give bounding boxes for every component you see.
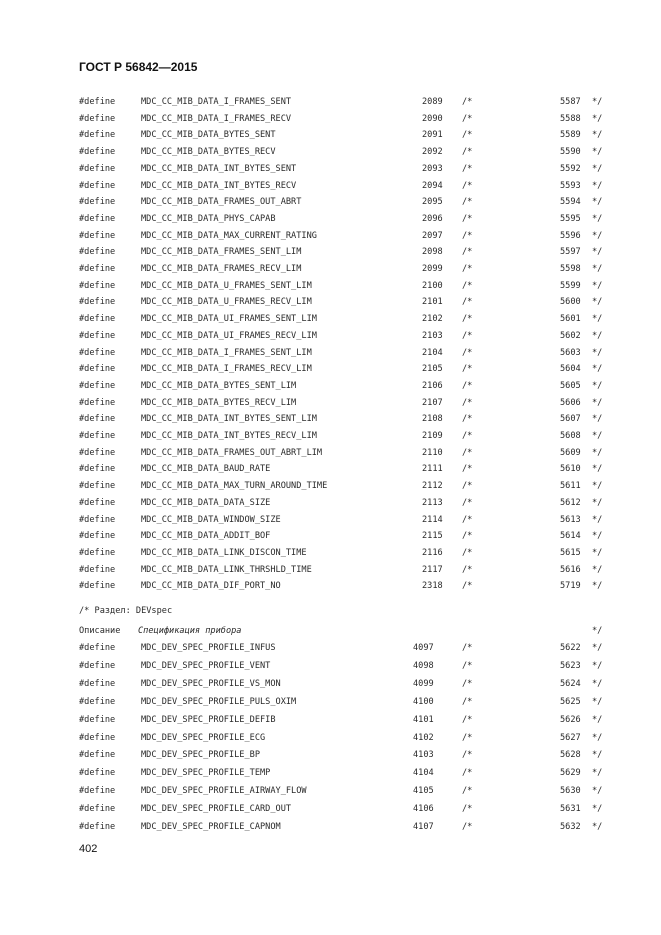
comment-close: */ [592, 804, 603, 815]
define-keyword: #define [79, 768, 116, 779]
comment-close: */ [592, 264, 603, 274]
macro-name: MDC_CC_MIB_DATA_DIF_PORT_NO [141, 581, 281, 592]
reference-code: 5607 [560, 414, 581, 425]
macro-value: 2095 [422, 197, 443, 208]
macro-name: MDC_DEV_SPEC_PROFILE_CARD_OUT [141, 804, 292, 815]
define-keyword: #define [79, 397, 116, 408]
comment-open: /* [462, 678, 473, 689]
comment-open: /* [462, 447, 473, 458]
macro-value: 2117 [422, 564, 443, 575]
define-keyword: #define [79, 732, 116, 743]
comment-close: */ [592, 626, 603, 636]
macro-name: MDC_CC_MIB_DATA_LINK_THRSHLD_TIME [141, 564, 312, 575]
comment-open: /* [462, 264, 473, 274]
reference-code: 5609 [560, 447, 581, 458]
reference-code: 5597 [560, 247, 581, 258]
macro-name: MDC_CC_MIB_DATA_ADDIT_BOF [141, 531, 271, 542]
comment-open: /* [462, 514, 473, 525]
macro-value: 2115 [422, 531, 443, 542]
macro-value: 2108 [422, 414, 443, 425]
comment-open: /* [462, 732, 473, 743]
macro-value: 2098 [422, 247, 443, 258]
reference-code: 5587 [560, 97, 581, 107]
comment-open: /* [462, 247, 473, 258]
define-row [0, 212, 661, 226]
comment-open: /* [462, 147, 473, 158]
comment-close: */ [592, 581, 603, 592]
comment-open: /* [462, 97, 473, 107]
section-title: /* Раздел: DEVspec [79, 606, 173, 616]
macro-value: 2110 [422, 447, 443, 458]
comment-close: */ [592, 414, 603, 425]
comment-close: */ [592, 431, 603, 441]
define-keyword: #define [79, 481, 116, 492]
macro-name: MDC_DEV_SPEC_PROFILE_CAPNOM [141, 822, 281, 832]
define-keyword: #define [79, 786, 116, 797]
define-keyword: #define [79, 531, 116, 542]
comment-close: */ [592, 531, 603, 542]
define-keyword: #define [79, 431, 116, 441]
reference-code: 5626 [560, 714, 581, 725]
comment-open: /* [462, 380, 473, 391]
macro-name: MDC_CC_MIB_DATA_BAUD_RATE [141, 464, 271, 475]
macro-name: MDC_CC_MIB_DATA_I_FRAMES_SENT_LIM [141, 347, 312, 358]
macro-name: MDC_DEV_SPEC_PROFILE_BP [141, 750, 260, 761]
comment-open: /* [462, 230, 473, 241]
macro-value: 4098 [413, 660, 434, 671]
comment-close: */ [592, 280, 603, 291]
reference-code: 5592 [560, 163, 581, 174]
define-keyword: #define [79, 464, 116, 475]
macro-value: 2100 [422, 280, 443, 291]
comment-open: /* [462, 531, 473, 542]
description-value: Спецификация прибора [138, 626, 242, 636]
macro-value: 2090 [422, 113, 443, 124]
macro-value: 4106 [413, 804, 434, 815]
define-keyword: #define [79, 414, 116, 425]
define-keyword: #define [79, 714, 116, 725]
macro-name: MDC_DEV_SPEC_PROFILE_PULS_OXIM [141, 696, 297, 707]
macro-value: 2091 [422, 130, 443, 141]
macro-name: MDC_CC_MIB_DATA_MAX_CURRENT_RATING [141, 230, 317, 241]
comment-close: */ [592, 97, 603, 107]
macro-value: 2112 [422, 481, 443, 492]
comment-close: */ [592, 481, 603, 492]
reference-code: 5588 [560, 113, 581, 124]
macro-value: 2107 [422, 397, 443, 408]
reference-code: 5589 [560, 130, 581, 141]
page-number: 402 [79, 843, 98, 855]
macro-name: MDC_CC_MIB_DATA_DATA_SIZE [141, 497, 271, 508]
comment-close: */ [592, 678, 603, 689]
macro-value: 4104 [413, 768, 434, 779]
comment-close: */ [592, 732, 603, 743]
macro-name: MDC_CC_MIB_DATA_INT_BYTES_RECV [141, 180, 297, 191]
comment-open: /* [462, 197, 473, 208]
comment-close: */ [592, 750, 603, 761]
define-row [0, 802, 661, 816]
define-row [0, 145, 661, 159]
comment-open: /* [462, 397, 473, 408]
reference-code: 5616 [560, 564, 581, 575]
define-keyword: #define [79, 113, 116, 124]
reference-code: 5601 [560, 314, 581, 325]
macro-name: MDC_CC_MIB_DATA_INT_BYTES_SENT [141, 163, 297, 174]
macro-value: 2102 [422, 314, 443, 325]
define-row [0, 563, 661, 577]
define-row [0, 279, 661, 293]
reference-code: 5610 [560, 464, 581, 475]
comment-open: /* [462, 497, 473, 508]
reference-code: 5596 [560, 230, 581, 241]
macro-value: 4107 [413, 822, 434, 832]
define-row [0, 262, 661, 276]
reference-code: 5595 [560, 213, 581, 224]
macro-value: 2096 [422, 213, 443, 224]
define-row [0, 162, 661, 176]
macro-value: 2093 [422, 163, 443, 174]
comment-close: */ [592, 786, 603, 797]
reference-code: 5630 [560, 786, 581, 797]
reference-code: 5598 [560, 264, 581, 274]
comment-open: /* [462, 431, 473, 441]
define-keyword: #define [79, 180, 116, 191]
reference-code: 5613 [560, 514, 581, 525]
comment-open: /* [462, 330, 473, 341]
reference-code: 5622 [560, 643, 581, 653]
reference-code: 5624 [560, 678, 581, 689]
define-keyword: #define [79, 678, 116, 689]
macro-value: 2106 [422, 380, 443, 391]
comment-close: */ [592, 547, 603, 558]
comment-open: /* [462, 660, 473, 671]
reference-code: 5611 [560, 481, 581, 492]
define-row [0, 713, 661, 727]
macro-name: MDC_CC_MIB_DATA_LINK_DISCON_TIME [141, 547, 307, 558]
define-row [0, 731, 661, 745]
define-keyword: #define [79, 130, 116, 141]
macro-name: MDC_DEV_SPEC_PROFILE_AIRWAY_FLOW [141, 786, 307, 797]
define-row [0, 312, 661, 326]
reference-code: 5631 [560, 804, 581, 815]
macro-value: 4105 [413, 786, 434, 797]
define-row [0, 766, 661, 780]
reference-code: 5614 [560, 531, 581, 542]
comment-open: /* [462, 564, 473, 575]
reference-code: 5599 [560, 280, 581, 291]
define-keyword: #define [79, 380, 116, 391]
define-row [0, 295, 661, 309]
define-row [0, 95, 661, 109]
reference-code: 5608 [560, 431, 581, 441]
define-keyword: #define [79, 347, 116, 358]
define-keyword: #define [79, 213, 116, 224]
macro-name: MDC_CC_MIB_DATA_FRAMES_OUT_ABRT_LIM [141, 447, 323, 458]
comment-open: /* [462, 163, 473, 174]
define-row [0, 195, 661, 209]
comment-close: */ [592, 380, 603, 391]
reference-code: 5602 [560, 330, 581, 341]
define-row [0, 329, 661, 343]
reference-code: 5628 [560, 750, 581, 761]
define-row [0, 429, 661, 443]
reference-code: 5600 [560, 297, 581, 308]
define-keyword: #define [79, 297, 116, 308]
comment-open: /* [462, 768, 473, 779]
comment-open: /* [462, 414, 473, 425]
define-row [0, 529, 661, 543]
comment-open: /* [462, 750, 473, 761]
define-row [0, 641, 661, 655]
define-row [0, 677, 661, 691]
comment-open: /* [462, 180, 473, 191]
comment-close: */ [592, 768, 603, 779]
comment-open: /* [462, 696, 473, 707]
comment-open: /* [462, 481, 473, 492]
macro-value: 2116 [422, 547, 443, 558]
macro-name: MDC_CC_MIB_DATA_FRAMES_OUT_ABRT [141, 197, 302, 208]
description-label: Описание [79, 626, 121, 636]
reference-code: 5625 [560, 696, 581, 707]
define-row [0, 659, 661, 673]
macro-value: 4103 [413, 750, 434, 761]
macro-name: MDC_CC_MIB_DATA_INT_BYTES_SENT_LIM [141, 414, 317, 425]
define-keyword: #define [79, 197, 116, 208]
define-keyword: #define [79, 230, 116, 241]
define-keyword: #define [79, 643, 116, 653]
macro-value: 2094 [422, 180, 443, 191]
comment-open: /* [462, 213, 473, 224]
macro-name: MDC_DEV_SPEC_PROFILE_VENT [141, 660, 271, 671]
section-description [0, 624, 661, 638]
comment-close: */ [592, 213, 603, 224]
comment-close: */ [592, 714, 603, 725]
macro-name: MDC_CC_MIB_DATA_I_FRAMES_RECV_LIM [141, 364, 312, 375]
comment-close: */ [592, 113, 603, 124]
define-keyword: #define [79, 696, 116, 707]
define-keyword: #define [79, 364, 116, 375]
define-row [0, 784, 661, 798]
macro-value: 4101 [413, 714, 434, 725]
define-keyword: #define [79, 447, 116, 458]
comment-close: */ [592, 447, 603, 458]
comment-open: /* [462, 643, 473, 653]
macro-value: 4100 [413, 696, 434, 707]
define-keyword: #define [79, 822, 116, 832]
macro-value: 2105 [422, 364, 443, 375]
define-keyword: #define [79, 514, 116, 525]
comment-close: */ [592, 147, 603, 158]
comment-open: /* [462, 364, 473, 375]
define-keyword: #define [79, 330, 116, 341]
comment-close: */ [592, 330, 603, 341]
comment-close: */ [592, 297, 603, 308]
define-keyword: #define [79, 97, 116, 107]
reference-code: 5719 [560, 581, 581, 592]
macro-name: MDC_CC_MIB_DATA_UI_FRAMES_RECV_LIM [141, 330, 317, 341]
macro-name: MDC_DEV_SPEC_PROFILE_DEFIB [141, 714, 276, 725]
define-row [0, 748, 661, 762]
comment-open: /* [462, 786, 473, 797]
comment-open: /* [462, 314, 473, 325]
macro-name: MDC_CC_MIB_DATA_PHYS_CAPAB [141, 213, 276, 224]
macro-value: 2097 [422, 230, 443, 241]
define-keyword: #define [79, 804, 116, 815]
macro-name: MDC_CC_MIB_DATA_I_FRAMES_SENT [141, 97, 292, 107]
macro-value: 2099 [422, 264, 443, 274]
comment-open: /* [462, 113, 473, 124]
macro-name: MDC_CC_MIB_DATA_U_FRAMES_SENT_LIM [141, 280, 312, 291]
macro-value: 4099 [413, 678, 434, 689]
define-row [0, 479, 661, 493]
define-keyword: #define [79, 660, 116, 671]
comment-close: */ [592, 247, 603, 258]
comment-open: /* [462, 130, 473, 141]
reference-code: 5605 [560, 380, 581, 391]
macro-name: MDC_DEV_SPEC_PROFILE_VS_MON [141, 678, 281, 689]
macro-name: MDC_CC_MIB_DATA_UI_FRAMES_SENT_LIM [141, 314, 317, 325]
macro-value: 4097 [413, 643, 434, 653]
reference-code: 5590 [560, 147, 581, 158]
define-row [0, 346, 661, 360]
define-row [0, 396, 661, 410]
comment-open: /* [462, 822, 473, 832]
comment-close: */ [592, 397, 603, 408]
macro-value: 2109 [422, 431, 443, 441]
macro-name: MDC_CC_MIB_DATA_WINDOW_SIZE [141, 514, 281, 525]
reference-code: 5604 [560, 364, 581, 375]
comment-close: */ [592, 696, 603, 707]
reference-code: 5623 [560, 660, 581, 671]
comment-open: /* [462, 714, 473, 725]
macro-name: MDC_CC_MIB_DATA_U_FRAMES_RECV_LIM [141, 297, 312, 308]
comment-close: */ [592, 564, 603, 575]
define-keyword: #define [79, 264, 116, 274]
comment-close: */ [592, 163, 603, 174]
macro-value: 2101 [422, 297, 443, 308]
reference-code: 5612 [560, 497, 581, 508]
macro-value: 2104 [422, 347, 443, 358]
define-row [0, 513, 661, 527]
define-keyword: #define [79, 581, 116, 592]
define-keyword: #define [79, 547, 116, 558]
macro-name: MDC_CC_MIB_DATA_BYTES_SENT_LIM [141, 380, 297, 391]
define-keyword: #define [79, 497, 116, 508]
define-row [0, 496, 661, 510]
comment-close: */ [592, 197, 603, 208]
comment-close: */ [592, 660, 603, 671]
macro-name: MDC_CC_MIB_DATA_BYTES_RECV_LIM [141, 397, 297, 408]
reference-code: 5615 [560, 547, 581, 558]
comment-open: /* [462, 297, 473, 308]
comment-close: */ [592, 130, 603, 141]
reference-code: 5629 [560, 768, 581, 779]
reference-code: 5606 [560, 397, 581, 408]
macro-value: 2318 [422, 581, 443, 592]
comment-open: /* [462, 280, 473, 291]
define-keyword: #define [79, 750, 116, 761]
define-row [0, 362, 661, 376]
define-row [0, 179, 661, 193]
comment-close: */ [592, 822, 603, 832]
comment-close: */ [592, 497, 603, 508]
comment-close: */ [592, 364, 603, 375]
comment-close: */ [592, 230, 603, 241]
macro-name: MDC_CC_MIB_DATA_INT_BYTES_RECV_LIM [141, 431, 317, 441]
define-keyword: #define [79, 564, 116, 575]
define-row [0, 112, 661, 126]
comment-open: /* [462, 347, 473, 358]
define-keyword: #define [79, 147, 116, 158]
macro-name: MDC_DEV_SPEC_PROFILE_TEMP [141, 768, 271, 779]
comment-open: /* [462, 547, 473, 558]
macro-value: 4102 [413, 732, 434, 743]
comment-close: */ [592, 464, 603, 475]
comment-close: */ [592, 314, 603, 325]
reference-code: 5627 [560, 732, 581, 743]
macro-name: MDC_DEV_SPEC_PROFILE_INFUS [141, 643, 276, 653]
define-row [0, 229, 661, 243]
reference-code: 5632 [560, 822, 581, 832]
macro-value: 2114 [422, 514, 443, 525]
comment-open: /* [462, 804, 473, 815]
comment-close: */ [592, 347, 603, 358]
define-keyword: #define [79, 247, 116, 258]
macro-name: MDC_CC_MIB_DATA_MAX_TURN_AROUND_TIME [141, 481, 328, 492]
macro-name: MDC_CC_MIB_DATA_I_FRAMES_RECV [141, 113, 292, 124]
macro-value: 2103 [422, 330, 443, 341]
comment-close: */ [592, 643, 603, 653]
define-keyword: #define [79, 314, 116, 325]
define-row [0, 579, 661, 593]
define-keyword: #define [79, 280, 116, 291]
comment-open: /* [462, 464, 473, 475]
define-row [0, 412, 661, 426]
define-row [0, 128, 661, 142]
define-row [0, 820, 661, 834]
define-row [0, 379, 661, 393]
macro-value: 2089 [422, 97, 443, 107]
reference-code: 5594 [560, 197, 581, 208]
define-row [0, 695, 661, 709]
define-row [0, 245, 661, 259]
comment-close: */ [592, 514, 603, 525]
macro-value: 2111 [422, 464, 443, 475]
macro-value: 2113 [422, 497, 443, 508]
define-row [0, 462, 661, 476]
define-row [0, 446, 661, 460]
define-keyword: #define [79, 163, 116, 174]
macro-name: MDC_CC_MIB_DATA_BYTES_RECV [141, 147, 276, 158]
comment-close: */ [592, 180, 603, 191]
reference-code: 5603 [560, 347, 581, 358]
comment-open: /* [462, 581, 473, 592]
macro-name: MDC_CC_MIB_DATA_FRAMES_SENT_LIM [141, 247, 302, 258]
macro-value: 2092 [422, 147, 443, 158]
document-header: ГОСТ Р 56842—2015 [79, 60, 198, 74]
macro-name: MDC_DEV_SPEC_PROFILE_ECG [141, 732, 266, 743]
define-row [0, 546, 661, 560]
macro-name: MDC_CC_MIB_DATA_FRAMES_RECV_LIM [141, 264, 302, 274]
reference-code: 5593 [560, 180, 581, 191]
macro-name: MDC_CC_MIB_DATA_BYTES_SENT [141, 130, 276, 141]
